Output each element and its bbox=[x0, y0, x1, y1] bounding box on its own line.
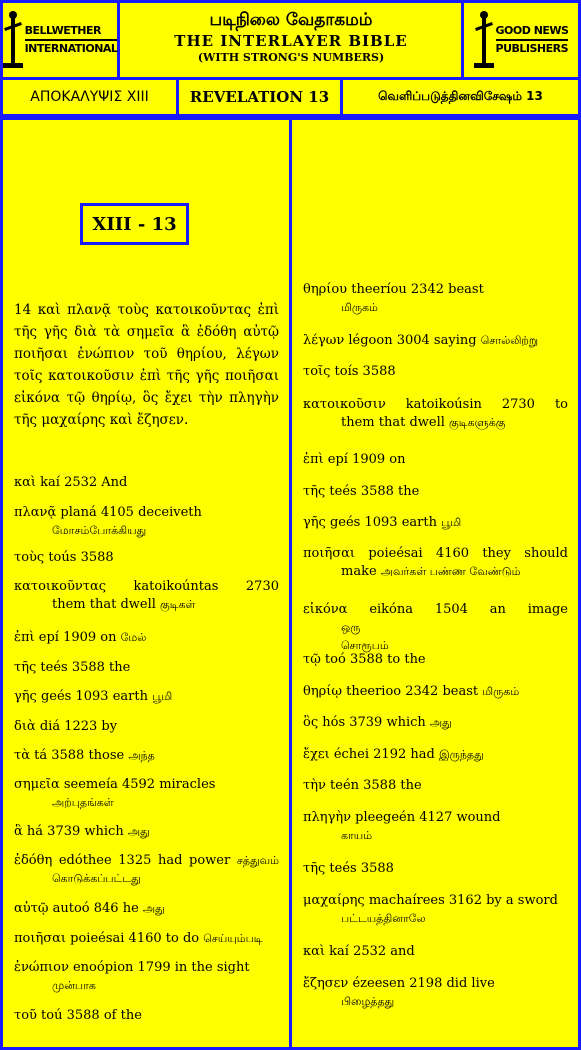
tab-tamil: வெளிப்படுத்தினவிசேஷம் 13 bbox=[378, 89, 543, 103]
tamil-word: குடிகளுக்கு bbox=[449, 416, 506, 429]
transliteration: geés 1093 earth bbox=[36, 689, 153, 704]
word-entry bbox=[303, 396, 568, 432]
transliteration: theerioo 2342 beast bbox=[341, 684, 483, 699]
greek-word: τῆς bbox=[14, 660, 37, 675]
tamil-word: குடிகள் bbox=[160, 598, 196, 611]
transliteration: há 3739 which bbox=[22, 824, 128, 839]
transliteration: teés 3588 the bbox=[325, 484, 420, 499]
greek-word: ἔζησεν bbox=[303, 976, 349, 991]
word-entry bbox=[303, 363, 568, 381]
word-entry bbox=[303, 332, 568, 350]
word-entry bbox=[303, 860, 568, 878]
shepherd-icon bbox=[474, 11, 494, 69]
transliteration: pleegeén 4127 wound bbox=[351, 810, 501, 825]
greek-word: θηρίῳ bbox=[303, 684, 342, 699]
transliteration: epí 1909 on bbox=[323, 452, 406, 467]
word-entry bbox=[14, 718, 279, 736]
greek-word: ποιῆσαι bbox=[14, 931, 67, 946]
word-entry bbox=[303, 809, 568, 845]
word-entry bbox=[14, 504, 279, 540]
transliteration: epí 1909 on bbox=[34, 630, 121, 645]
tamil-word: சத்துவம் bbox=[236, 854, 279, 867]
transliteration-cont: them that dwell bbox=[52, 597, 161, 612]
word-entry bbox=[14, 900, 279, 918]
tamil-word: அது bbox=[127, 825, 150, 838]
word-entry bbox=[14, 688, 279, 706]
transliteration: teén 3588 the bbox=[325, 778, 422, 793]
transliteration: légoon 3004 saying bbox=[344, 333, 481, 348]
transliteration: poieésai 4160 to do bbox=[66, 931, 204, 946]
transliteration-cont: them that dwell bbox=[341, 415, 450, 430]
greek-word: καὶ bbox=[303, 944, 326, 959]
transliteration: tá 3588 those bbox=[29, 748, 129, 763]
greek-word: ἐπὶ bbox=[14, 630, 35, 645]
transliteration: teés 3588 bbox=[325, 861, 394, 876]
greek-word: πληγὴν bbox=[303, 810, 352, 825]
transliteration: teés 3588 the bbox=[36, 660, 131, 675]
greek-word: ἐνώπιον bbox=[14, 960, 69, 975]
tamil-word: மிருகம் bbox=[482, 685, 520, 698]
transliteration: theeríou 2342 beast bbox=[347, 282, 484, 297]
transliteration: ézeesen 2198 did live bbox=[348, 976, 495, 991]
transliteration: eikóna 1504 an image bbox=[347, 602, 568, 617]
good-news-logo bbox=[464, 3, 578, 77]
logo-line: PUBLISHERS bbox=[495, 42, 569, 55]
verse-badge: XIII - 13 bbox=[80, 203, 189, 245]
transliteration: geés 1093 earth bbox=[325, 515, 442, 530]
greek-word: διὰ bbox=[14, 719, 36, 734]
greek-word: πλανᾷ bbox=[14, 505, 57, 520]
word-entry bbox=[303, 714, 568, 732]
transliteration: toó 3588 to the bbox=[320, 652, 426, 667]
greek-word: ἐδόθη bbox=[14, 853, 53, 868]
tamil-word: பூமி bbox=[152, 690, 173, 703]
shepherd-icon bbox=[3, 11, 23, 69]
tamil-word: முன்பாக bbox=[52, 979, 96, 992]
tamil-word: பூமி bbox=[441, 516, 462, 529]
logo-line: BELLWETHER bbox=[25, 23, 118, 41]
greek-word: ποιῆσαι bbox=[303, 546, 356, 561]
word-entry bbox=[303, 483, 568, 501]
transliteration: seemeía 4592 miracles bbox=[59, 777, 216, 792]
greek-word: κατοικοῦσιν bbox=[303, 397, 386, 412]
tamil-word: அது bbox=[429, 716, 452, 729]
word-entry bbox=[303, 746, 568, 764]
greek-word: κατοικοῦντας bbox=[14, 579, 107, 594]
word-entry bbox=[14, 1007, 279, 1025]
tamil-word-cont: சொரூபம் bbox=[341, 639, 389, 652]
transliteration: enoópion 1799 in the sight bbox=[68, 960, 250, 975]
page-subtitle: (WITH STRONG'S NUMBERS) bbox=[197, 51, 385, 64]
transliteration: machaírees 3162 by a sword bbox=[364, 893, 558, 908]
tamil-word: அந்த bbox=[128, 749, 155, 762]
transliteration: hós 3739 which bbox=[318, 715, 430, 730]
word-entry bbox=[303, 451, 568, 469]
bellwether-logo bbox=[3, 3, 117, 77]
tamil-word: மோசம்போக்கியது bbox=[52, 524, 147, 537]
page-title: THE INTERLAYER BIBLE bbox=[174, 32, 408, 50]
tab-english: REVELATION 13 bbox=[189, 88, 330, 106]
transliteration: diá 1223 by bbox=[35, 719, 118, 734]
verse-text: 14 καὶ πλανᾷ τοὺς κατοικοῦντας ἐπὶ τῆς γῆς διὰ τὰ σημεῖα ἃ ἐδόθη αὐτῷ ποιῆσαι ἐνώπιον τοῦ θηρίου, λέγων τοῖς κατοικοῦσιν ἐπὶ τῆς γῆς ποιῆσαι εἰκόνα τῷ θηρίῳ, ὃς ἔχει τὴν πληγὴν τῆς μαχαίρης καὶ ἔζησεν. bbox=[14, 302, 279, 428]
word-entry bbox=[14, 629, 279, 647]
transliteration: poieésai 4160 they should bbox=[355, 546, 568, 561]
word-entry bbox=[303, 651, 568, 669]
greek-word: τῷ bbox=[303, 652, 321, 667]
word-entry bbox=[14, 959, 279, 995]
transliteration: toís 3588 bbox=[330, 364, 396, 379]
word-entry bbox=[303, 975, 568, 1011]
greek-word: αὐτῷ bbox=[14, 901, 49, 916]
greek-word: γῆς bbox=[14, 689, 37, 704]
tamil-word: ஒரு bbox=[341, 621, 361, 634]
word-entry bbox=[14, 474, 279, 492]
logo-line: GOOD NEWS bbox=[496, 23, 569, 41]
greek-word: τοῖς bbox=[303, 364, 331, 379]
word-entry bbox=[14, 930, 279, 948]
tamil-word: காயம் bbox=[341, 829, 373, 842]
tamil-word: பட்டயத்தினாலே bbox=[341, 912, 426, 925]
tamil-word: பிழைத்தது bbox=[341, 995, 395, 1008]
transliteration: planá 4105 deceiveth bbox=[56, 505, 202, 520]
word-entry bbox=[14, 549, 279, 567]
word-entry bbox=[303, 892, 568, 928]
greek-word: εἰκόνα bbox=[303, 602, 348, 617]
word-entry bbox=[303, 601, 568, 655]
transliteration: kaí 2532 and bbox=[325, 944, 415, 959]
tamil-word-cont: கொடுக்கப்பட்டது bbox=[52, 872, 141, 885]
tamil-word: மிருகம் bbox=[341, 301, 378, 314]
tamil-word: அற்புதங்கள் bbox=[52, 796, 114, 809]
logo-line: INTERNATIONAL bbox=[24, 42, 118, 55]
transliteration: toú 3588 of the bbox=[36, 1008, 142, 1023]
word-entry bbox=[14, 747, 279, 765]
greek-word: τοὺς bbox=[14, 550, 45, 565]
word-entry bbox=[14, 659, 279, 677]
transliteration: kaí 2532 And bbox=[36, 475, 128, 490]
divider bbox=[117, 0, 120, 77]
greek-word: τῆς bbox=[303, 484, 326, 499]
transliteration: autoó 846 he bbox=[48, 901, 143, 916]
greek-word: σημεῖα bbox=[14, 777, 60, 792]
tab-greek: ΑΠΟΚΑΛΥΨΙΣ XIII bbox=[30, 89, 149, 105]
greek-word: τὰ bbox=[14, 748, 30, 763]
transliteration: edóthee 1325 had power bbox=[52, 853, 237, 868]
title-block bbox=[121, 3, 461, 77]
word-entry bbox=[14, 578, 279, 614]
word-entry bbox=[14, 776, 279, 812]
tamil-word: மேல் bbox=[120, 631, 147, 644]
transliteration: katoikoúsin 2730 to bbox=[385, 397, 568, 412]
tamil-word: இருந்தது bbox=[438, 748, 484, 761]
greek-word: ἔχει bbox=[303, 747, 330, 762]
transliteration: échei 2192 had bbox=[329, 747, 439, 762]
transliteration-cont: make bbox=[341, 564, 381, 579]
greek-word: ἐπὶ bbox=[303, 452, 324, 467]
greek-word: μαχαίρης bbox=[303, 893, 365, 908]
greek-word: τοῦ bbox=[14, 1008, 37, 1023]
word-entry bbox=[14, 823, 279, 841]
word-entry bbox=[303, 545, 568, 581]
tamil-word: செய்யும்படி bbox=[203, 932, 263, 945]
tamil-word: சொல்லிற்று bbox=[480, 334, 539, 347]
greek-word: λέγων bbox=[303, 333, 345, 348]
greek-word: καὶ bbox=[14, 475, 37, 490]
greek-word: τῆς bbox=[303, 861, 326, 876]
word-entry bbox=[14, 852, 279, 888]
word-entry bbox=[303, 281, 568, 317]
word-entry bbox=[303, 514, 568, 532]
transliteration: toús 3588 bbox=[44, 550, 114, 565]
word-entry bbox=[303, 777, 568, 795]
greek-word: ὃς bbox=[303, 715, 319, 730]
greek-word: τὴν bbox=[303, 778, 326, 793]
greek-word: θηρίου bbox=[303, 282, 348, 297]
tamil-word: அது bbox=[142, 902, 165, 915]
column-divider bbox=[289, 117, 292, 1050]
word-entry bbox=[303, 683, 568, 701]
greek-word: γῆς bbox=[303, 515, 326, 530]
word-entry bbox=[303, 943, 568, 961]
greek-word: ἃ bbox=[14, 824, 23, 839]
title-tamil: படிநிலை வேதாகமம் bbox=[209, 10, 373, 30]
transliteration: katoikoúntas 2730 bbox=[106, 579, 279, 594]
tamil-word: அவர்கள் பண்ண வேண்டும் bbox=[380, 565, 521, 578]
